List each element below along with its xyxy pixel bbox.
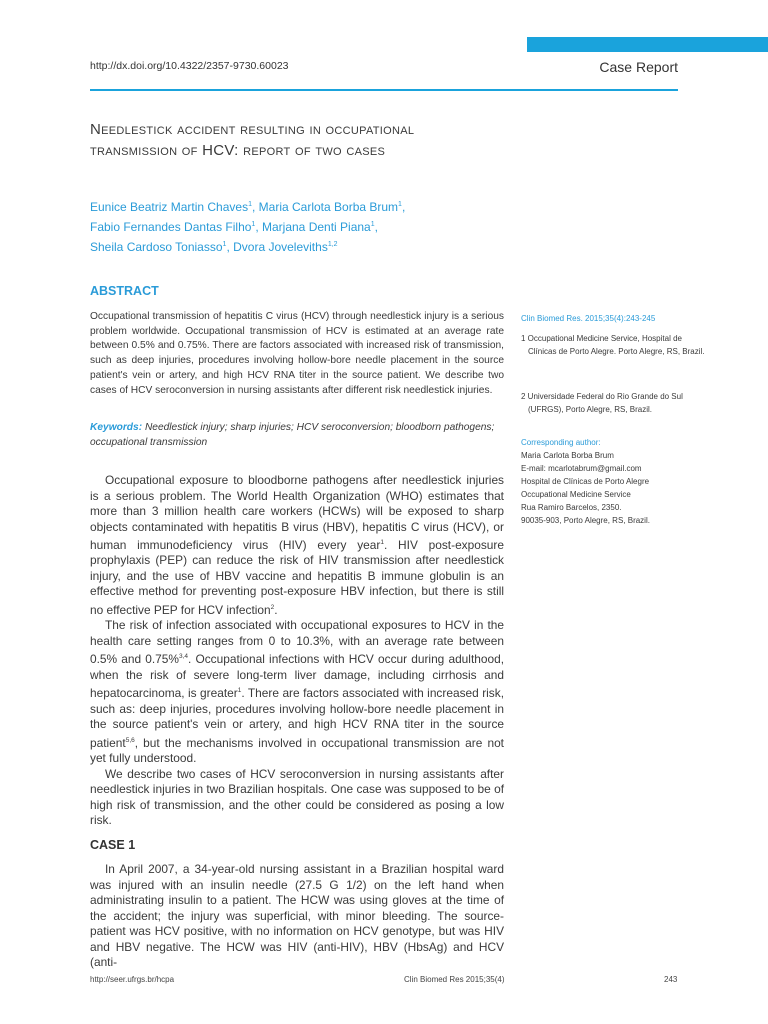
affiliation-1: 1 Occupational Medicine Service, Hospital de Clínicas de Porto Alegre. Porto Alegre, RS, Brazil. [521, 334, 705, 356]
keywords-list: Needlestick injury; sharp injuries; HCV seroconversion; bloodborn pathogens; occupational transmission [90, 422, 495, 448]
author-list [90, 196, 530, 256]
corresponding-name: Maria Carlota Borba Brum [521, 451, 614, 460]
abstract-heading: ABSTRACT [90, 284, 159, 298]
abstract-text: Occupational transmission of hepatitis C virus (HCV) through needlestick injury is a serious problem worldwide. Occupational transmission of HCV is estimated at an average rate between 0.5% and 0.75%. There are factors associated with increased risk of transmission, such as deep injuries, procedures involving hollow-bore needle placement in the source patient's vein or artery, and high HCV RNA titer in the source patient. We describe two cases of HCV seroconversion in nursing assistants after different risk needlestick injuries. [90, 311, 504, 396]
article-title [90, 119, 530, 161]
title-line-1: Needlestick accident resulting in occupational [90, 121, 415, 138]
author: Maria Carlota Borba Brum$^1$, [258, 200, 406, 214]
corresponding-email[interactable]: E-mail: mcarlotabrum@gmail.com [521, 464, 642, 473]
corresponding-address-line: Hospital de Clínicas de Porto Alegre [521, 477, 650, 486]
corresponding-author-label: Corresponding author: [521, 438, 601, 447]
author: Fabio Fernandes Dantas Filho$^1$, [90, 220, 262, 234]
corresponding-address-line: Occupational Medicine Service [521, 490, 631, 499]
keywords-label: Keywords: [90, 422, 143, 433]
header-accent-bar [527, 37, 768, 52]
title-line-2: transmission of HCV: report of two cases [90, 142, 386, 159]
keywords [90, 421, 504, 450]
corresponding-author [521, 436, 701, 527]
doi-link[interactable]: http://dx.doi.org/10.4322/2357-9730.60023 [90, 60, 289, 72]
citation: Clin Biomed Res. 2015;35(4):243-245 [521, 314, 656, 323]
document-type-label: Case Report [599, 59, 678, 75]
page-number: 243 [664, 975, 678, 984]
footer-url[interactable]: http://seer.ufrgs.br/hcpa [90, 975, 175, 984]
affiliation-2: 2 Universidade Federal do Rio Grande do Sul (UFRGS), Porto Alegre, RS, Brazil. [521, 392, 683, 414]
header-rule [90, 89, 678, 91]
footer-journal: Clin Biomed Res 2015;35(4) [404, 975, 505, 984]
author: Dvora Joveleviths$^{1,2}$ [233, 240, 338, 254]
paragraph: In April 2007, a 34-year-old nursing assistant in a Brazilian hospital ward was injured with an insulin needle (27.5 G 1/2) on the left hand when administrating insulin to a patient. The HCW was using gloves at the time of the accident; the injury was superficial, with minor bleeding. The source-patient was HCV positive, with no information on HCV genotype, but was HIV and HBV negative. The HCW was HIV (anti-HIV), HBV (HbsAg) and HCV (anti- [90, 862, 504, 969]
author: Eunice Beatriz Martin Chaves$^1$, [90, 200, 259, 214]
author: Marjana Denti Piana$^1$, [262, 220, 378, 234]
paragraph: Occupational exposure to bloodborne pathogens after needlestick injuries is a serious problem. The World Health Organization (WHO) estimates that more than 3 million health care workers (HCWs) will be exposed to sharp objects contaminated with hepatitis B virus (HBV), hepatitis C virus (HCV), or human immunodeficiency virus (HIV) every year$^1$. HIV post-exposure prophylaxis (PEP) can reduce the risk of HIV transmission after needlestick injury, and the use of HBV vaccine and hepatitis B immune globulin is an effective method for preventing post-exposure HBV infection, but there is still no effective PEP for HCV infection$^2$. [90, 473, 504, 617]
case1-heading: CASE 1 [90, 838, 136, 852]
corresponding-address-line: 90035-903, Porto Alegre, RS, Brazil. [521, 516, 650, 525]
paragraph: The risk of infection associated with occupational exposures to HCV in the health care setting ranges from 0 to 10.3%, with an average rate between 0.5% and 0.75%$^{3,4}$. Occupational infections with HCV occur during adulthood, when the risk of severe long-term liver damage, including cirrhosis and hepatocarcinoma, is greater$^1$. There are factors associated with increased risk, such as: deep injuries, procedures involving hollow-bore needle placement in the source patient's vein or artery, and high HCV RNA titer in the source patient$^{5,6}$, but the mechanisms involved in occupational transmission are not yet fully understood. [90, 618, 505, 766]
corresponding-address-line: Rua Ramiro Barcelos, 2350. [521, 503, 622, 512]
paragraph: We describe two cases of HCV seroconversion in nursing assistants after needlestick injuries in two Brazilian hospitals. One case was supposed to be of high risk of transmission, and the other could be considered as posing a low risk. [90, 766, 504, 828]
author: Sheila Cardoso Toniasso$^1$, [90, 240, 234, 254]
introduction-text [90, 473, 504, 829]
case1-text [90, 862, 504, 971]
